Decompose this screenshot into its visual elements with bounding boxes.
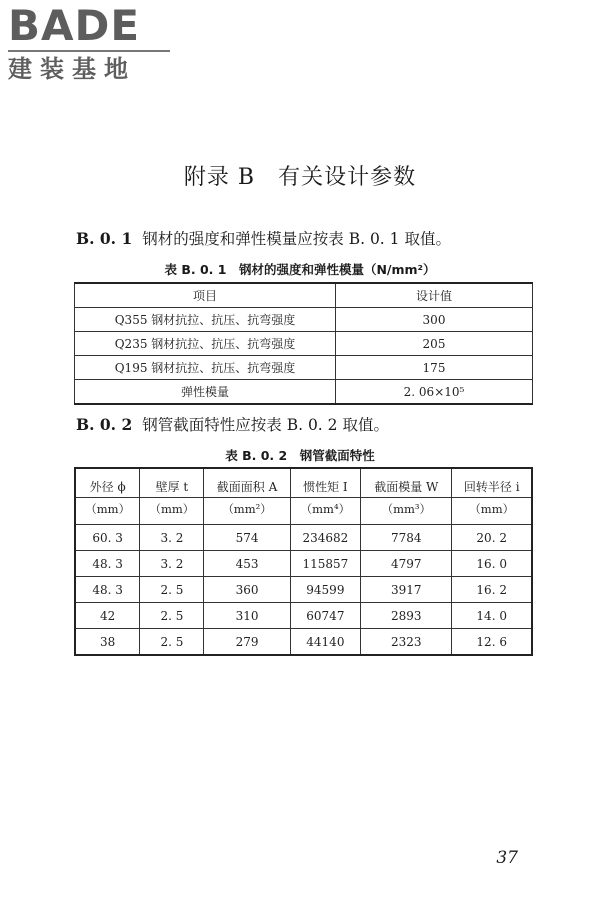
table-row — [75, 308, 533, 332]
table-cell: 453 — [204, 551, 290, 577]
table-cell: Q355 钢材抗拉、抗压、抗弯强度 — [75, 308, 336, 332]
page-number: 37 — [496, 848, 518, 868]
table-cell: 3. 2 — [140, 551, 204, 577]
table-row — [75, 356, 533, 380]
steel-tube-section-table — [74, 467, 533, 656]
appendix-title: 附录 B 有关设计参数 — [183, 165, 417, 190]
table-cell: 44140 — [290, 629, 361, 656]
column-unit: （mm） — [452, 498, 532, 525]
logo-subtitle: 建装基地 — [8, 55, 136, 83]
clause-number: B. 0. 2 — [76, 415, 133, 434]
column-unit: （mm） — [75, 498, 140, 525]
column-header: 回转半径 i — [452, 468, 532, 498]
column-header: 截面面积 A — [204, 468, 290, 498]
table-cell: 42 — [75, 603, 140, 629]
table-cell: 16. 2 — [452, 577, 532, 603]
table-unit-row — [75, 498, 532, 525]
table-cell: 205 — [336, 332, 533, 356]
table-cell: 16. 0 — [452, 551, 532, 577]
clause-text: 钢管截面特性应按表 B. 0. 2 取值。 — [142, 416, 389, 434]
column-header: 外径 ϕ — [75, 468, 140, 498]
table-cell: 279 — [204, 629, 290, 656]
table-cell: 2. 5 — [140, 629, 204, 656]
table-cell: 94599 — [290, 577, 361, 603]
table-row — [75, 603, 532, 629]
table-cell: 234682 — [290, 525, 361, 551]
column-header: 惯性矩 I — [290, 468, 361, 498]
table-cell: 38 — [75, 629, 140, 656]
column-header: 壁厚 t — [140, 468, 204, 498]
logo — [8, 1, 178, 84]
column-unit: （mm） — [140, 498, 204, 525]
table-cell: 48. 3 — [75, 551, 140, 577]
table-cell: 360 — [204, 577, 290, 603]
table-cell: 2. 06×10⁵ — [336, 380, 533, 405]
table-row — [75, 380, 533, 405]
table-cell: 2893 — [361, 603, 452, 629]
table1-caption: 表 B. 0. 1 钢材的强度和弹性模量（N/mm²） — [164, 262, 436, 277]
clause-b02 — [76, 413, 389, 435]
table-cell: 310 — [204, 603, 290, 629]
table-cell: 2323 — [361, 629, 452, 656]
table-cell: 175 — [336, 356, 533, 380]
table-cell: 2. 5 — [140, 577, 204, 603]
table-cell: 2. 5 — [140, 603, 204, 629]
column-unit: （mm³） — [361, 498, 452, 525]
table-row — [75, 332, 533, 356]
table-cell: 115857 — [290, 551, 361, 577]
column-header: 截面模量 W — [361, 468, 452, 498]
table-cell: 300 — [336, 308, 533, 332]
logo-divider — [8, 50, 170, 52]
table-header-row — [75, 468, 532, 498]
column-unit: （mm⁴） — [290, 498, 361, 525]
table-cell: Q195 钢材抗拉、抗压、抗弯强度 — [75, 356, 336, 380]
logo-wordmark: BADE — [8, 1, 141, 50]
table-cell: 3. 2 — [140, 525, 204, 551]
table-row — [75, 577, 532, 603]
table-row — [75, 551, 532, 577]
column-header: 项目 — [75, 283, 336, 308]
table-cell: 60747 — [290, 603, 361, 629]
table-cell: 7784 — [361, 525, 452, 551]
clause-number: B. 0. 1 — [76, 229, 133, 248]
table-row — [75, 525, 532, 551]
table-cell: 弹性模量 — [75, 380, 336, 405]
clause-text: 钢材的强度和弹性模量应按表 B. 0. 1 取值。 — [142, 230, 451, 248]
clause-b01 — [76, 227, 451, 249]
table-cell: 20. 2 — [452, 525, 532, 551]
column-unit: （mm²） — [204, 498, 290, 525]
column-header: 设计值 — [336, 283, 533, 308]
table-cell: 14. 0 — [452, 603, 532, 629]
table-row — [75, 629, 532, 656]
table-cell: 4797 — [361, 551, 452, 577]
steel-strength-table — [74, 282, 533, 405]
table-cell: 60. 3 — [75, 525, 140, 551]
table-cell: 48. 3 — [75, 577, 140, 603]
table-cell: 3917 — [361, 577, 452, 603]
table-cell: 574 — [204, 525, 290, 551]
table-cell: 12. 6 — [452, 629, 532, 656]
table2-caption: 表 B. 0. 2 钢管截面特性 — [225, 448, 375, 463]
table-header-row — [75, 283, 533, 308]
table-cell: Q235 钢材抗拉、抗压、抗弯强度 — [75, 332, 336, 356]
